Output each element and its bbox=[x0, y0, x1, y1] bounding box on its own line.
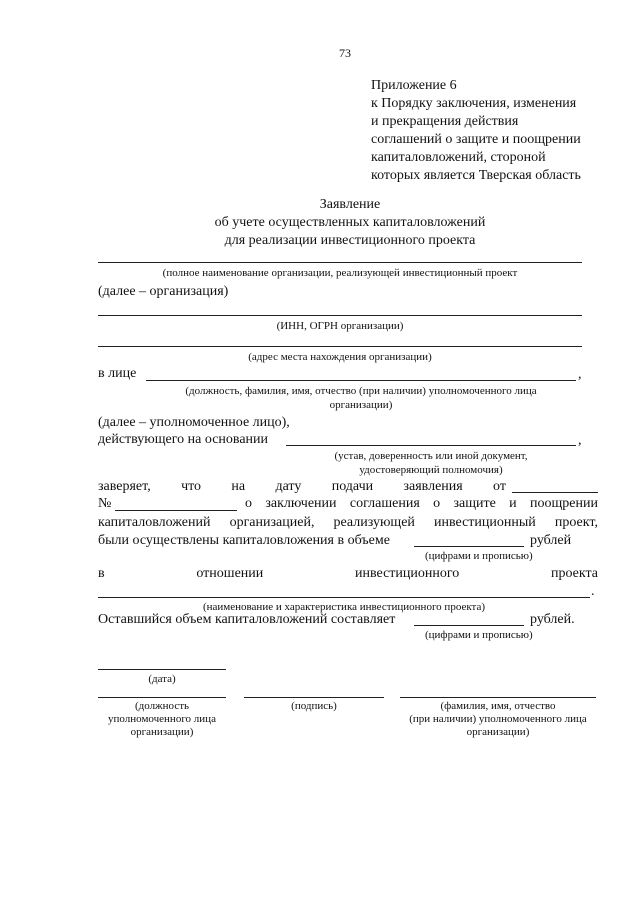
in-person-label: в лице bbox=[98, 366, 137, 381]
full-name-caption: (фамилия, имя, отчество bbox=[440, 700, 556, 712]
appendix-line: и прекращения действия bbox=[371, 114, 519, 129]
full-name-caption: (при наличии) уполномоченного лица bbox=[409, 713, 587, 725]
were-made-text: были осуществлены капиталовложения в объеме bbox=[98, 533, 390, 548]
word: соглашения bbox=[349, 496, 420, 511]
appendix-line: Приложение 6 bbox=[371, 78, 457, 93]
date-caption: (дата) bbox=[148, 673, 176, 685]
rep-suffix: (далее – уполномоченное лицо), bbox=[98, 415, 290, 430]
project-field[interactable] bbox=[98, 597, 590, 598]
word: в bbox=[98, 566, 105, 581]
amount-caption: (цифрами и прописью) bbox=[425, 550, 533, 562]
signature-field[interactable] bbox=[244, 697, 384, 698]
org-name-caption: (полное наименование организации, реализующей инвестиционный проект bbox=[162, 267, 518, 279]
word: заключении bbox=[265, 496, 337, 511]
remaining-amount-caption: (цифрами и прописью) bbox=[425, 629, 533, 641]
word: о bbox=[433, 496, 441, 511]
word: дату bbox=[275, 479, 302, 494]
representative-caption: организации) bbox=[329, 399, 393, 411]
basis-caption: (устав, доверенность или иной документ, bbox=[334, 450, 528, 462]
inn-ogrn-field[interactable] bbox=[98, 315, 582, 316]
full-name-caption: организации) bbox=[466, 726, 530, 738]
word: проекта bbox=[551, 566, 598, 581]
full-name-field[interactable] bbox=[400, 697, 596, 698]
word: защите bbox=[453, 496, 496, 511]
remaining-amount-field[interactable] bbox=[414, 625, 524, 626]
word: подачи bbox=[331, 479, 374, 494]
rubles-end-label: рублей. bbox=[530, 612, 575, 627]
capital-line bbox=[98, 514, 598, 532]
appendix-line: которых является Тверская область bbox=[371, 168, 581, 183]
acting-basis-label: действующего на основании bbox=[98, 432, 269, 447]
basis-caption: удостоверяющий полномочия) bbox=[359, 464, 503, 476]
application-date-field[interactable] bbox=[512, 492, 598, 493]
title-line: для реализации инвестиционного проекта bbox=[224, 233, 476, 248]
word: поощрении bbox=[530, 496, 598, 511]
word: о bbox=[245, 496, 252, 511]
comma: , bbox=[578, 433, 582, 448]
position-caption: уполномоченного лица bbox=[108, 713, 216, 725]
word: реализующей bbox=[333, 515, 415, 530]
word: заверяет, bbox=[98, 479, 151, 494]
signature-caption: (подпись) bbox=[291, 700, 337, 712]
address-caption: (адрес места нахождения организации) bbox=[248, 351, 432, 363]
inn-ogrn-caption: (ИНН, ОГРН организации) bbox=[276, 320, 404, 332]
comma: , bbox=[578, 367, 582, 382]
org-name-field[interactable] bbox=[98, 262, 582, 263]
title-line: Заявление bbox=[319, 197, 381, 212]
word: организацией, bbox=[229, 515, 315, 530]
rubles-label: рублей bbox=[530, 533, 572, 548]
date-field[interactable] bbox=[98, 669, 226, 670]
word: инвестиционный bbox=[434, 515, 536, 530]
appendix-line: к Порядку заключения, изменения bbox=[371, 96, 577, 111]
word: на bbox=[231, 479, 246, 494]
word: инвестиционного bbox=[355, 566, 460, 581]
title-line: об учете осуществленных капиталовложений bbox=[214, 215, 486, 230]
certifies-line bbox=[98, 478, 506, 496]
position-caption: организации) bbox=[130, 726, 194, 738]
appendix-line: капиталовложений, стороной bbox=[371, 150, 546, 165]
word: проект, bbox=[554, 515, 598, 530]
position-caption: (должность bbox=[134, 700, 190, 712]
word: от bbox=[493, 479, 506, 494]
word: капиталовложений bbox=[98, 515, 211, 530]
address-field[interactable] bbox=[98, 346, 582, 347]
number-sign: № bbox=[98, 496, 112, 511]
org-suffix: (далее – организация) bbox=[98, 284, 229, 299]
amount-field[interactable] bbox=[414, 546, 524, 547]
position-field[interactable] bbox=[98, 697, 226, 698]
remaining-text: Оставшийся объем капиталовложений составляет bbox=[98, 612, 396, 627]
representative-caption: (должность, фамилия, имя, отчество (при наличии) уполномоченного лица bbox=[185, 385, 537, 397]
about-line bbox=[245, 495, 598, 513]
page-number: 73 bbox=[339, 46, 351, 60]
word: заявления bbox=[403, 479, 463, 494]
appendix-line: соглашений о защите и поощрении bbox=[371, 132, 581, 147]
regarding-line bbox=[98, 565, 598, 583]
word: отношении bbox=[196, 566, 264, 581]
basis-field[interactable] bbox=[286, 445, 576, 446]
word: и bbox=[509, 496, 517, 511]
word: что bbox=[181, 479, 202, 494]
project-caption: (наименование и характеристика инвестиционного проекта) bbox=[202, 601, 486, 613]
representative-field[interactable] bbox=[146, 380, 576, 381]
period: . bbox=[591, 584, 595, 599]
application-number-field[interactable] bbox=[115, 510, 237, 511]
